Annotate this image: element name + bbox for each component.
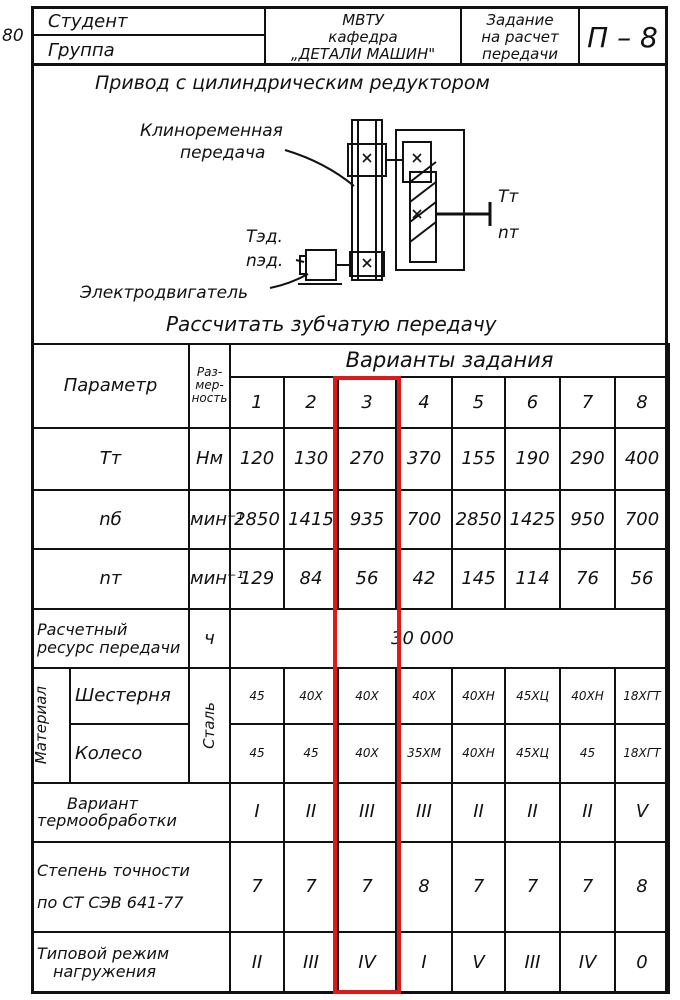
value-cell: 155 — [452, 428, 505, 491]
value-cell: 7 — [505, 842, 560, 933]
resource-line: Расчетный — [37, 620, 128, 640]
value-cell: 8 — [396, 842, 452, 933]
accuracy-line: Степень точности — [37, 861, 190, 881]
label-t-ed: Тэд. — [246, 227, 283, 247]
unit-cell: мин⁻¹ — [189, 549, 230, 610]
value-cell: 190 — [505, 428, 560, 491]
value-cell: 130 — [284, 428, 338, 491]
value-cell: 950 — [560, 490, 615, 549]
heat-line: термообработки — [37, 811, 177, 831]
value-cell: II — [230, 932, 284, 993]
value-cell: II — [284, 783, 338, 842]
variant-number: 2 — [284, 377, 338, 427]
value-cell: III — [505, 932, 560, 993]
task-line: передачи — [482, 45, 558, 63]
value-cell: 84 — [284, 549, 338, 610]
value-cell: III — [396, 783, 452, 842]
steel-unit-cell — [189, 668, 230, 783]
value-cell: II — [452, 783, 505, 842]
dept-line: МВТУ — [342, 11, 384, 29]
value-cell: 45ХЦ — [505, 668, 560, 725]
value-cell: III — [284, 932, 338, 993]
value-cell: 7 — [284, 842, 338, 933]
task-line: на расчет — [481, 28, 559, 46]
value-cell: II — [505, 783, 560, 842]
variant-number: 4 — [396, 377, 452, 427]
unit-cell: ч — [189, 609, 230, 668]
group-field: Группа — [34, 36, 266, 66]
value-cell: 40Х — [284, 668, 338, 725]
param-cell: nб — [32, 490, 189, 549]
value-cell: 114 — [505, 549, 560, 610]
table-row — [32, 344, 669, 377]
value-cell: 18ХГТ — [615, 724, 669, 783]
table-row — [32, 724, 669, 783]
pinion-label: Шестерня — [70, 668, 189, 725]
value-cell: 120 — [230, 428, 284, 491]
table-row — [32, 842, 669, 933]
param-cell: Тт — [32, 428, 189, 491]
value-cell: 290 — [560, 428, 615, 491]
value-cell: 700 — [615, 490, 669, 549]
label-t-t: Тт — [498, 187, 519, 207]
value-cell: 270 — [338, 428, 396, 491]
value-cell: 370 — [396, 428, 452, 491]
table-row — [32, 549, 669, 610]
label-belt-1: Клиноременная — [140, 121, 283, 141]
table-row — [32, 668, 669, 725]
value-cell: 35ХМ — [396, 724, 452, 783]
value-cell: 935 — [338, 490, 396, 549]
dept-line: кафедра — [328, 28, 398, 46]
value-cell: I — [396, 932, 452, 993]
unit-header — [189, 344, 230, 428]
steel-label: Сталь — [200, 702, 219, 749]
variant-number: 7 — [560, 377, 615, 427]
value-cell: 42 — [396, 549, 452, 610]
heat-treatment-param — [32, 783, 230, 842]
value-cell: 40Х — [338, 724, 396, 783]
value-cell: 7 — [338, 842, 396, 933]
material-label: Материал — [32, 686, 50, 765]
value-cell: 8 — [615, 842, 669, 933]
value-cell: V — [615, 783, 669, 842]
variant-number: 8 — [615, 377, 669, 427]
task-line: Задание — [486, 11, 554, 29]
value-cell: 1415 — [284, 490, 338, 549]
variants-header: Варианты задания — [230, 344, 669, 377]
table-row — [32, 932, 669, 993]
value-cell: II — [560, 783, 615, 842]
value-cell: V — [452, 932, 505, 993]
value-cell: 700 — [396, 490, 452, 549]
motor-body — [306, 250, 336, 280]
resource-line: ресурс передачи — [37, 637, 181, 657]
variant-number: 3 — [338, 377, 396, 427]
value-cell: 45ХЦ — [505, 724, 560, 783]
value-cell: 18ХГТ — [615, 668, 669, 725]
table-row — [32, 609, 669, 668]
value-cell: 40ХН — [560, 668, 615, 725]
value-cell: IV — [338, 932, 396, 993]
value-cell: 2850 — [230, 490, 284, 549]
variant-number: 6 — [505, 377, 560, 427]
unit-cell: Нм — [189, 428, 230, 491]
label-n-t: nт — [498, 223, 519, 243]
load-line: нагружения — [53, 961, 157, 981]
table-row — [32, 490, 669, 549]
value-cell: 56 — [338, 549, 396, 610]
resource-param — [32, 609, 189, 668]
value-cell: 45 — [284, 724, 338, 783]
value-cell: III — [338, 783, 396, 842]
value-cell: 56 — [615, 549, 669, 610]
value-cell: 40ХН — [452, 724, 505, 783]
heat-line: Вариант — [67, 793, 138, 813]
department-cell — [266, 9, 462, 66]
accuracy-line: по СТ СЭВ 641-77 — [37, 892, 184, 912]
page-number: 80 — [2, 26, 24, 46]
value-cell: 45 — [560, 724, 615, 783]
task-code: П – 8 — [587, 21, 658, 54]
value-cell: 40Х — [396, 668, 452, 725]
value-cell: 129 — [230, 549, 284, 610]
load-line: Типовой режим — [37, 944, 170, 964]
resource-value: 30 000 — [230, 609, 669, 668]
value-cell: 40ХН — [452, 668, 505, 725]
drive-title: Привод с цилиндрическим редуктором — [95, 72, 490, 94]
value-cell: 45 — [230, 668, 284, 725]
unit-header-line: Раз- — [196, 365, 223, 380]
value-cell: 40Х — [338, 668, 396, 725]
dept-line: „ДЕТАЛИ МАШИН" — [290, 45, 436, 63]
title-block — [31, 6, 668, 66]
value-cell: I — [230, 783, 284, 842]
value-cell: 7 — [452, 842, 505, 933]
value-cell: 45 — [230, 724, 284, 783]
wheel-label: Колесо — [70, 724, 189, 783]
variant-number: 5 — [452, 377, 505, 427]
accuracy-param — [32, 842, 230, 933]
table-row — [32, 428, 669, 491]
task-cell — [462, 9, 580, 66]
value-cell: 145 — [452, 549, 505, 610]
calc-title: Рассчитать зубчатую передачу — [166, 312, 497, 336]
value-cell: 7 — [560, 842, 615, 933]
value-cell: 76 — [560, 549, 615, 610]
value-cell: IV — [560, 932, 615, 993]
value-cell: 7 — [230, 842, 284, 933]
unit-header-line: ность — [191, 391, 228, 406]
label-n-ed: nэд. — [246, 251, 284, 271]
param-cell: nт — [32, 549, 189, 610]
param-header: Параметр — [32, 344, 189, 428]
label-motor: Электродвигатель — [80, 283, 248, 303]
value-cell: 0 — [615, 932, 669, 993]
load-mode-param — [32, 932, 230, 993]
value-cell: 2850 — [452, 490, 505, 549]
label-belt-2: передача — [180, 143, 266, 163]
material-group-cell — [32, 668, 70, 783]
value-cell: 400 — [615, 428, 669, 491]
variant-number: 1 — [230, 377, 284, 427]
unit-header-line: мер- — [195, 378, 224, 393]
student-field: Студент — [34, 9, 266, 36]
value-cell: 1425 — [505, 490, 560, 549]
table-row — [32, 783, 669, 842]
unit-cell: мин⁻¹ — [189, 490, 230, 549]
variants-table — [31, 343, 670, 994]
drive-diagram — [70, 102, 590, 312]
